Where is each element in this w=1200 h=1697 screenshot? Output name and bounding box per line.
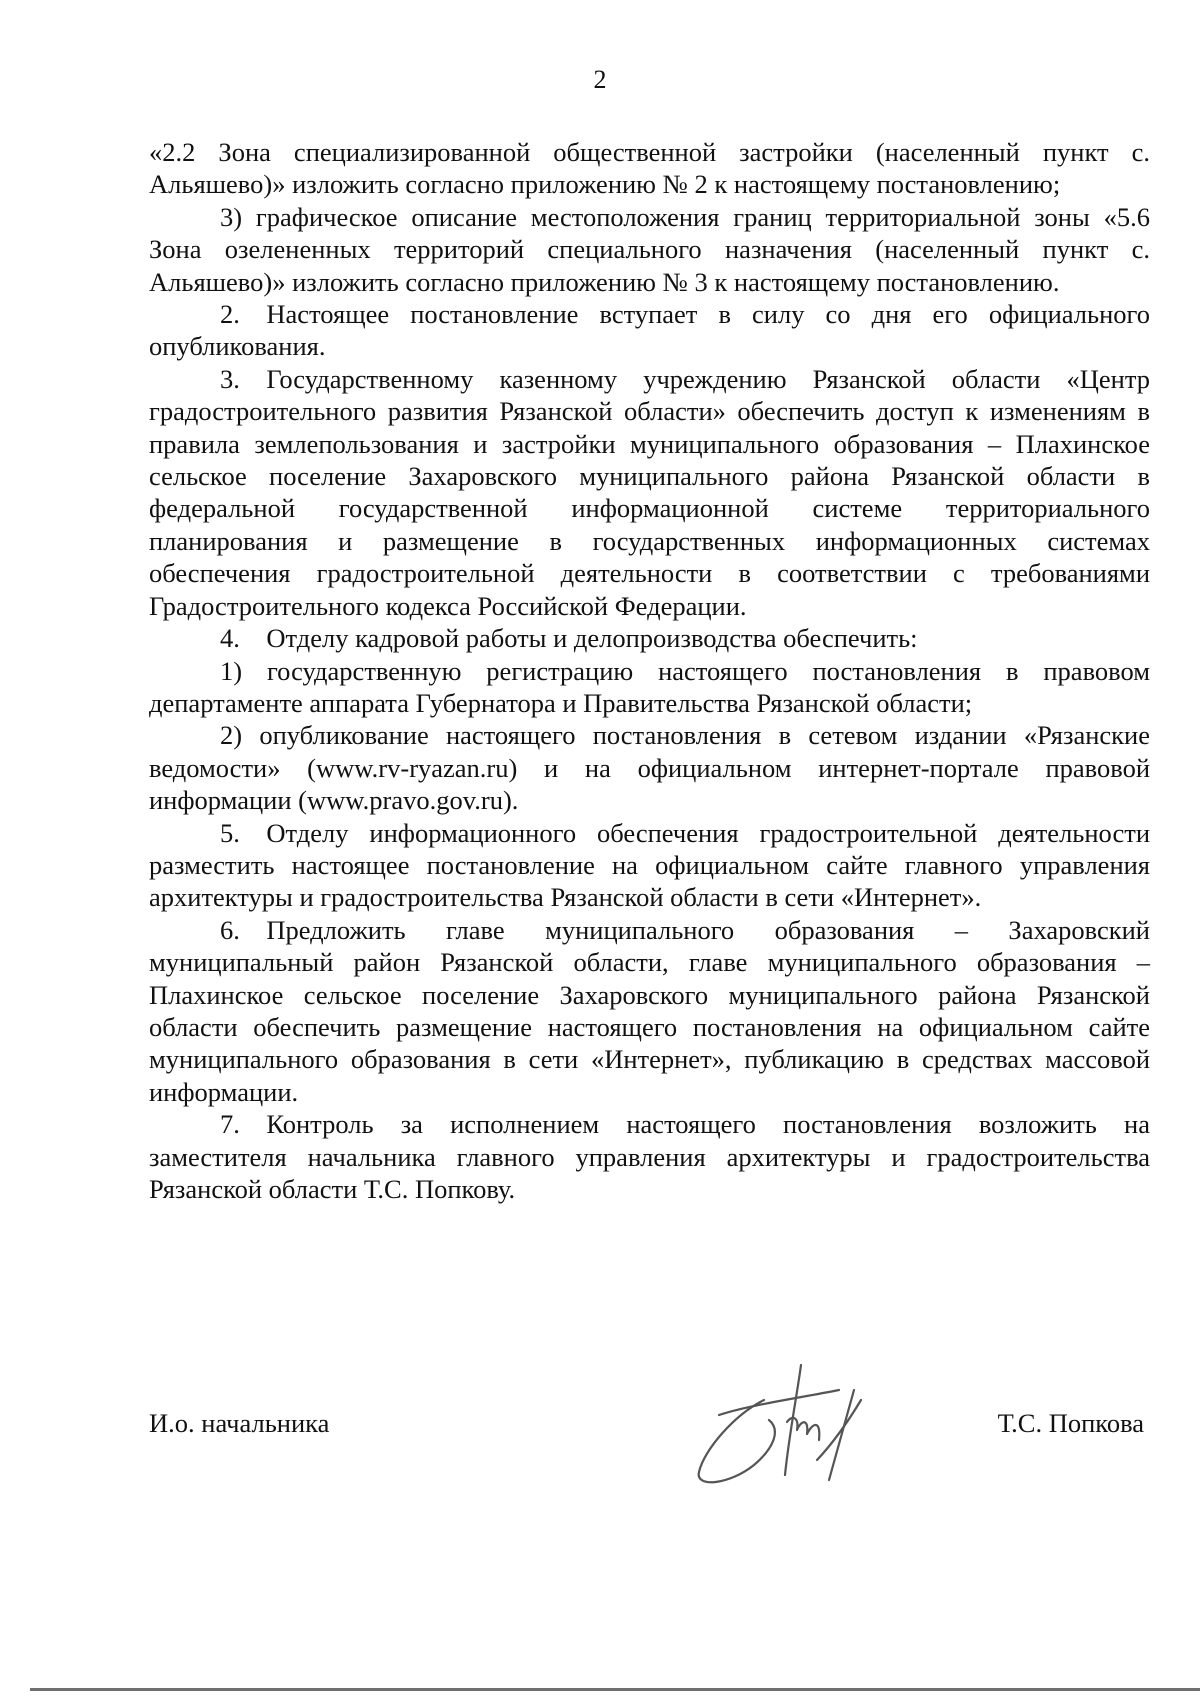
paragraph-clause-4-item-2: 2) опубликование настоящего постановления в сетевом издании «Рязанские ведомости» (www.rv-ryazan.ru) и на официальном интернет-портале правовой информации (www.pravo.gov.ru).: [149, 720, 1150, 816]
page-bottom-rule: [30, 1688, 1200, 1691]
signature-block: [149, 1360, 1150, 1500]
paragraph-clause-6: 6. Предложить главе муниципального образования – Захаровский муниципальный район Рязанской области, главе муниципального образования – Плахинское сельское поселение Захаровского муниципального района Рязанской области обеспечить размещение настоящего постановления на официальном сайте муниципального образования в сети «Интернет», публикацию в средствах массовой информации.: [149, 914, 1150, 1107]
page-number: 2: [593, 65, 607, 94]
paragraph-clause-2: 2. Настоящее постановление вступает в силу со дня его официального опубликования.: [149, 299, 1150, 362]
paragraph-clause-7: 7. Контроль за исполнением настоящего постановления возложить на заместителя начальника главного управления архитектуры и градостроительства Рязанской области Т.С. Попкову.: [149, 1109, 1150, 1204]
paragraph-clause-4: 4. Отделу кадровой работы и делопроизводства обеспечить:: [220, 623, 918, 654]
paragraph-item-3-zone-5-6: 3) графическое описание местоположения границ территориальной зоны «5.6 Зона озелененных территорий специального назначения (населенный пункт с. Альяшево)» изложить согласно приложению № 3 к настоящему постановлению.: [149, 201, 1150, 297]
paragraph-clause-4-item-1: 1) государственную регистрацию настоящего постановления в правовом департаменте аппарата Губернатора и Правительства Рязанской области;: [149, 655, 1150, 718]
handwritten-signature: [689, 1360, 889, 1490]
signatory-role: И.о. начальника: [149, 1408, 330, 1438]
document-body: [149, 136, 1150, 1205]
paragraph-clause-5: 5. Отделу информационного обеспечения градостроительной деятельности разместить настоящее постановление на официальном сайте главного управления архитектуры и градостроительства Рязанской области в сети «Интернет».: [149, 817, 1150, 913]
paragraph-clause-3: 3. Государственному казенному учреждению Рязанской области «Центр градостроительного развития Рязанской области» обеспечить доступ к изменениям в правила землепользования и застройки муниципального образования – Плахинское сельское поселение Захаровского муниципального района Рязанской области в федеральной государственной информационной системе территориального планирования и размещение в государственных информационных системах обеспечения градостроительной деятельности в соответствии с требованиями Градостроительного кодекса Российской Федерации.: [149, 363, 1150, 621]
signatory-name: Т.С. Попкова: [997, 1408, 1144, 1438]
paragraph-zone-2-2: «2.2 Зона специализированной общественной застройки (населенный пункт с. Альяшево)» изложить согласно приложению № 2 к настоящему постановлению;: [149, 137, 1150, 200]
